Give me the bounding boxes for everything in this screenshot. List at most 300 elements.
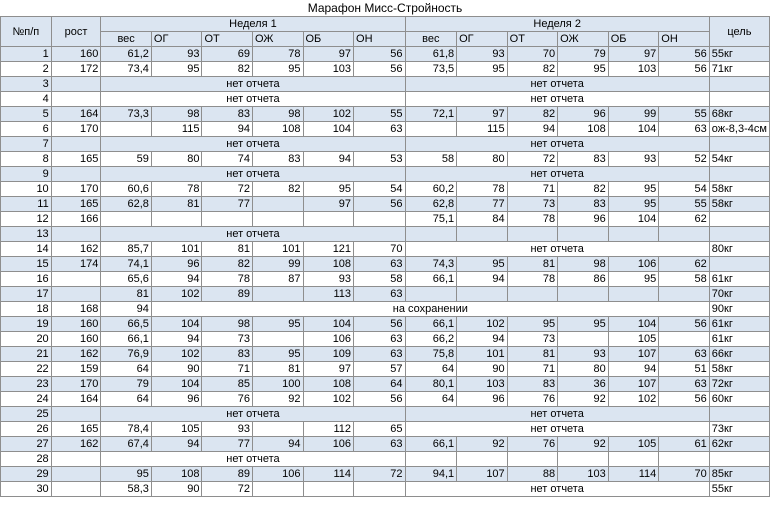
measure-cell[interactable]: 82 <box>202 257 253 272</box>
measure-cell[interactable]: 74,3 <box>405 257 457 272</box>
measure-cell[interactable]: 61 <box>659 437 710 452</box>
row-number-cell[interactable]: 9 <box>1 167 52 182</box>
goal-cell[interactable]: ож-8,3-4см <box>709 122 769 137</box>
measure-cell[interactable]: 95 <box>252 62 303 77</box>
measure-cell[interactable]: 108 <box>303 377 354 392</box>
measure-cell[interactable]: 103 <box>303 62 354 77</box>
measure-cell[interactable]: 76 <box>507 437 558 452</box>
measure-cell[interactable]: 95 <box>558 317 609 332</box>
measure-cell[interactable]: 83 <box>252 152 303 167</box>
measure-cell[interactable]: 58 <box>354 272 406 287</box>
measure-cell[interactable]: 97 <box>303 47 354 62</box>
measure-cell[interactable] <box>405 122 457 137</box>
measure-cell[interactable]: 95 <box>608 272 659 287</box>
measure-cell[interactable]: 62,8 <box>101 197 152 212</box>
measure-cell[interactable] <box>101 122 152 137</box>
height-cell[interactable] <box>51 452 101 467</box>
measure-cell[interactable]: 78 <box>507 212 558 227</box>
row-number-cell[interactable]: 14 <box>1 242 52 257</box>
status-note-cell[interactable]: нет отчета <box>405 422 709 437</box>
measure-cell[interactable]: 56 <box>659 62 710 77</box>
measure-cell[interactable]: 85,7 <box>101 242 152 257</box>
measure-cell[interactable]: 56 <box>354 62 406 77</box>
measure-cell[interactable]: 95 <box>457 62 508 77</box>
measure-cell[interactable]: 96 <box>151 257 202 272</box>
height-cell[interactable]: 162 <box>51 242 101 257</box>
goal-cell[interactable]: 55кг <box>709 47 769 62</box>
measure-cell[interactable]: 81 <box>507 257 558 272</box>
measure-cell[interactable]: 93 <box>457 47 508 62</box>
measure-cell[interactable]: 83 <box>558 197 609 212</box>
goal-cell[interactable] <box>709 77 769 92</box>
measure-cell[interactable]: 70 <box>354 242 406 257</box>
goal-cell[interactable] <box>709 92 769 107</box>
measure-cell[interactable]: 51 <box>659 362 710 377</box>
measure-cell[interactable]: 96 <box>558 212 609 227</box>
measure-cell[interactable]: 74,1 <box>101 257 152 272</box>
measure-cell[interactable]: 102 <box>151 347 202 362</box>
height-cell[interactable] <box>51 287 101 302</box>
measure-cell[interactable] <box>405 287 457 302</box>
measure-cell[interactable]: 79 <box>558 47 609 62</box>
height-cell[interactable]: 166 <box>51 212 101 227</box>
measure-cell[interactable]: 90 <box>151 362 202 377</box>
measure-cell[interactable]: 102 <box>303 107 354 122</box>
goal-cell[interactable]: 90кг <box>709 302 769 317</box>
status-note-cell[interactable]: нет отчета <box>101 167 405 182</box>
measure-cell[interactable]: 98 <box>252 107 303 122</box>
measure-cell[interactable]: 95 <box>252 317 303 332</box>
measure-cell[interactable]: 94 <box>507 122 558 137</box>
height-cell[interactable]: 160 <box>51 47 101 62</box>
height-cell[interactable]: 162 <box>51 347 101 362</box>
measure-cell[interactable]: 93 <box>202 422 253 437</box>
measure-cell[interactable] <box>252 197 303 212</box>
measure-cell[interactable]: 83 <box>558 152 609 167</box>
measure-cell[interactable]: 77 <box>202 197 253 212</box>
measure-cell[interactable]: 86 <box>558 272 609 287</box>
measure-cell[interactable]: 66,5 <box>101 317 152 332</box>
measure-cell[interactable]: 63 <box>659 122 710 137</box>
measure-cell[interactable]: 112 <box>303 422 354 437</box>
measure-cell[interactable]: 67,4 <box>101 437 152 452</box>
height-cell[interactable] <box>51 467 101 482</box>
row-number-cell[interactable]: 27 <box>1 437 52 452</box>
measure-cell[interactable]: 56 <box>354 392 406 407</box>
measure-cell[interactable]: 104 <box>608 317 659 332</box>
measure-cell[interactable]: 94 <box>252 437 303 452</box>
measure-cell[interactable]: 103 <box>457 377 508 392</box>
measure-cell[interactable]: 93 <box>151 47 202 62</box>
measure-cell[interactable]: 96 <box>151 392 202 407</box>
measure-cell[interactable] <box>457 452 508 467</box>
status-note-cell[interactable]: нет отчета <box>101 137 405 152</box>
measure-cell[interactable]: 64 <box>405 362 457 377</box>
measure-cell[interactable]: 71 <box>202 362 253 377</box>
measure-cell[interactable]: 98 <box>558 257 609 272</box>
measure-cell[interactable]: 89 <box>202 467 253 482</box>
row-number-cell[interactable]: 7 <box>1 137 52 152</box>
goal-cell[interactable]: 85кг <box>709 467 769 482</box>
measure-cell[interactable]: 80 <box>558 362 609 377</box>
measure-cell[interactable]: 88 <box>507 467 558 482</box>
measure-cell[interactable]: 107 <box>457 467 508 482</box>
measure-cell[interactable]: 61,8 <box>405 47 457 62</box>
measure-cell[interactable]: 115 <box>151 122 202 137</box>
row-number-cell[interactable]: 13 <box>1 227 52 242</box>
row-number-cell[interactable]: 15 <box>1 257 52 272</box>
status-note-cell[interactable]: нет отчета <box>101 92 405 107</box>
measure-cell[interactable] <box>558 452 609 467</box>
measure-cell[interactable]: 54 <box>354 182 406 197</box>
height-cell[interactable] <box>51 227 101 242</box>
height-cell[interactable]: 170 <box>51 377 101 392</box>
measure-cell[interactable]: 78 <box>151 182 202 197</box>
measure-cell[interactable]: 121 <box>303 242 354 257</box>
measure-cell[interactable]: 92 <box>457 437 508 452</box>
measure-cell[interactable]: 73 <box>507 332 558 347</box>
measure-cell[interactable]: 72 <box>354 467 406 482</box>
measure-cell[interactable]: 94 <box>608 362 659 377</box>
measure-cell[interactable]: 56 <box>354 47 406 62</box>
measure-cell[interactable] <box>101 212 152 227</box>
measure-cell[interactable]: 79 <box>101 377 152 392</box>
measure-cell[interactable] <box>457 227 508 242</box>
measure-cell[interactable] <box>354 212 406 227</box>
row-number-cell[interactable]: 29 <box>1 467 52 482</box>
measure-cell[interactable]: 106 <box>303 437 354 452</box>
measure-cell[interactable]: 71 <box>507 182 558 197</box>
measure-cell[interactable]: 102 <box>608 392 659 407</box>
measure-cell[interactable]: 109 <box>303 347 354 362</box>
measure-cell[interactable] <box>659 452 710 467</box>
measure-cell[interactable]: 66,1 <box>101 332 152 347</box>
goal-cell[interactable] <box>709 167 769 182</box>
measure-cell[interactable]: 63 <box>354 287 406 302</box>
measure-cell[interactable]: 82 <box>202 62 253 77</box>
height-cell[interactable]: 174 <box>51 257 101 272</box>
status-note-cell[interactable]: на сохранении <box>151 302 709 317</box>
height-cell[interactable] <box>51 77 101 92</box>
goal-cell[interactable]: 61кг <box>709 332 769 347</box>
measure-cell[interactable]: 108 <box>151 467 202 482</box>
goal-cell[interactable] <box>709 137 769 152</box>
row-number-cell[interactable]: 23 <box>1 377 52 392</box>
measure-cell[interactable]: 64 <box>354 377 406 392</box>
status-note-cell[interactable]: нет отчета <box>405 482 709 497</box>
row-number-cell[interactable]: 30 <box>1 482 52 497</box>
measure-cell[interactable]: 95 <box>608 182 659 197</box>
measure-cell[interactable]: 94 <box>457 272 508 287</box>
measure-cell[interactable]: 56 <box>659 317 710 332</box>
status-note-cell[interactable]: нет отчета <box>101 452 405 467</box>
measure-cell[interactable]: 94 <box>457 332 508 347</box>
measure-cell[interactable]: 94,1 <box>405 467 457 482</box>
measure-cell[interactable]: 69 <box>202 47 253 62</box>
status-note-cell[interactable]: нет отчета <box>101 407 405 422</box>
measure-cell[interactable]: 74 <box>202 152 253 167</box>
row-number-cell[interactable]: 10 <box>1 182 52 197</box>
measure-cell[interactable]: 108 <box>303 257 354 272</box>
measure-cell[interactable] <box>303 212 354 227</box>
row-number-cell[interactable]: 19 <box>1 317 52 332</box>
measure-cell[interactable]: 95 <box>608 197 659 212</box>
measure-cell[interactable]: 115 <box>457 122 508 137</box>
measure-cell[interactable]: 57 <box>354 362 406 377</box>
measure-cell[interactable] <box>202 212 253 227</box>
measure-cell[interactable]: 70 <box>507 47 558 62</box>
measure-cell[interactable]: 95 <box>151 62 202 77</box>
measure-cell[interactable]: 58,3 <box>101 482 152 497</box>
row-number-cell[interactable]: 4 <box>1 92 52 107</box>
row-number-cell[interactable]: 24 <box>1 392 52 407</box>
goal-cell[interactable]: 71кг <box>709 62 769 77</box>
measure-cell[interactable]: 78 <box>507 272 558 287</box>
measure-cell[interactable]: 78 <box>202 272 253 287</box>
measure-cell[interactable]: 76,9 <box>101 347 152 362</box>
measure-cell[interactable]: 72 <box>202 182 253 197</box>
measure-cell[interactable]: 62 <box>659 257 710 272</box>
measure-cell[interactable] <box>252 287 303 302</box>
row-number-cell[interactable]: 11 <box>1 197 52 212</box>
measure-cell[interactable]: 90 <box>457 362 508 377</box>
measure-cell[interactable]: 97 <box>608 47 659 62</box>
goal-cell[interactable] <box>709 407 769 422</box>
height-cell[interactable]: 170 <box>51 122 101 137</box>
measure-cell[interactable]: 106 <box>252 467 303 482</box>
goal-cell[interactable]: 70кг <box>709 287 769 302</box>
measure-cell[interactable] <box>507 452 558 467</box>
measure-cell[interactable] <box>659 287 710 302</box>
goal-cell[interactable]: 55кг <box>709 482 769 497</box>
measure-cell[interactable]: 36 <box>558 377 609 392</box>
measure-cell[interactable]: 102 <box>151 287 202 302</box>
row-number-cell[interactable]: 25 <box>1 407 52 422</box>
measure-cell[interactable]: 78 <box>457 182 508 197</box>
measure-cell[interactable]: 84 <box>457 212 508 227</box>
measure-cell[interactable]: 60,2 <box>405 182 457 197</box>
status-note-cell[interactable]: нет отчета <box>405 92 709 107</box>
measure-cell[interactable]: 78,4 <box>101 422 152 437</box>
height-cell[interactable] <box>51 482 101 497</box>
measure-cell[interactable]: 105 <box>608 437 659 452</box>
height-cell[interactable]: 159 <box>51 362 101 377</box>
measure-cell[interactable]: 80 <box>457 152 508 167</box>
measure-cell[interactable]: 56 <box>659 392 710 407</box>
measure-cell[interactable]: 56 <box>659 47 710 62</box>
measure-cell[interactable] <box>252 212 303 227</box>
goal-cell[interactable]: 58кг <box>709 182 769 197</box>
measure-cell[interactable]: 105 <box>151 422 202 437</box>
goal-cell[interactable]: 72кг <box>709 377 769 392</box>
goal-cell[interactable] <box>709 227 769 242</box>
row-number-cell[interactable]: 28 <box>1 452 52 467</box>
height-cell[interactable]: 170 <box>51 182 101 197</box>
measure-cell[interactable]: 95 <box>303 182 354 197</box>
measure-cell[interactable]: 72 <box>202 482 253 497</box>
measure-cell[interactable]: 54 <box>659 182 710 197</box>
measure-cell[interactable]: 82 <box>252 182 303 197</box>
measure-cell[interactable] <box>252 332 303 347</box>
height-cell[interactable]: 160 <box>51 332 101 347</box>
measure-cell[interactable]: 106 <box>608 257 659 272</box>
goal-cell[interactable]: 60кг <box>709 392 769 407</box>
goal-cell[interactable]: 61кг <box>709 272 769 287</box>
measure-cell[interactable]: 64 <box>101 362 152 377</box>
measure-cell[interactable] <box>608 287 659 302</box>
row-number-cell[interactable]: 22 <box>1 362 52 377</box>
measure-cell[interactable]: 93 <box>608 152 659 167</box>
goal-cell[interactable]: 62кг <box>709 437 769 452</box>
measure-cell[interactable] <box>558 227 609 242</box>
measure-cell[interactable]: 83 <box>202 347 253 362</box>
measure-cell[interactable]: 96 <box>558 107 609 122</box>
measure-cell[interactable]: 55 <box>659 197 710 212</box>
measure-cell[interactable]: 106 <box>303 332 354 347</box>
row-number-cell[interactable]: 5 <box>1 107 52 122</box>
measure-cell[interactable]: 95 <box>507 317 558 332</box>
measure-cell[interactable]: 53 <box>354 152 406 167</box>
measure-cell[interactable] <box>354 482 406 497</box>
measure-cell[interactable]: 63 <box>354 122 406 137</box>
measure-cell[interactable]: 92 <box>558 437 609 452</box>
measure-cell[interactable]: 62 <box>659 212 710 227</box>
measure-cell[interactable]: 90 <box>151 482 202 497</box>
measure-cell[interactable]: 97 <box>303 362 354 377</box>
height-cell[interactable]: 164 <box>51 107 101 122</box>
measure-cell[interactable]: 94 <box>151 437 202 452</box>
goal-cell[interactable]: 66кг <box>709 347 769 362</box>
measure-cell[interactable]: 95 <box>457 257 508 272</box>
measure-cell[interactable]: 73,3 <box>101 107 152 122</box>
row-number-cell[interactable]: 2 <box>1 62 52 77</box>
measure-cell[interactable]: 62,8 <box>405 197 457 212</box>
measure-cell[interactable]: 81 <box>202 242 253 257</box>
row-number-cell[interactable]: 6 <box>1 122 52 137</box>
measure-cell[interactable]: 75,8 <box>405 347 457 362</box>
measure-cell[interactable]: 66,1 <box>405 437 457 452</box>
row-number-cell[interactable]: 18 <box>1 302 52 317</box>
measure-cell[interactable]: 104 <box>608 212 659 227</box>
measure-cell[interactable]: 104 <box>608 122 659 137</box>
measure-cell[interactable]: 104 <box>151 377 202 392</box>
measure-cell[interactable]: 80 <box>151 152 202 167</box>
row-number-cell[interactable]: 21 <box>1 347 52 362</box>
measure-cell[interactable] <box>558 287 609 302</box>
measure-cell[interactable]: 52 <box>659 152 710 167</box>
measure-cell[interactable]: 103 <box>558 467 609 482</box>
status-note-cell[interactable]: нет отчета <box>405 242 709 257</box>
goal-cell[interactable] <box>709 452 769 467</box>
measure-cell[interactable]: 83 <box>507 377 558 392</box>
measure-cell[interactable]: 94 <box>151 272 202 287</box>
measure-cell[interactable]: 73,4 <box>101 62 152 77</box>
measure-cell[interactable]: 81 <box>507 347 558 362</box>
measure-cell[interactable]: 77 <box>457 197 508 212</box>
row-number-cell[interactable]: 12 <box>1 212 52 227</box>
measure-cell[interactable]: 55 <box>659 107 710 122</box>
measure-cell[interactable]: 94 <box>151 332 202 347</box>
measure-cell[interactable]: 108 <box>558 122 609 137</box>
measure-cell[interactable]: 56 <box>354 317 406 332</box>
measure-cell[interactable]: 78 <box>252 47 303 62</box>
height-cell[interactable]: 165 <box>51 152 101 167</box>
goal-cell[interactable] <box>709 257 769 272</box>
measure-cell[interactable]: 100 <box>252 377 303 392</box>
measure-cell[interactable]: 107 <box>608 347 659 362</box>
measure-cell[interactable]: 94 <box>202 122 253 137</box>
measure-cell[interactable]: 104 <box>303 317 354 332</box>
measure-cell[interactable]: 63 <box>354 332 406 347</box>
measure-cell[interactable]: 95 <box>252 347 303 362</box>
measure-cell[interactable]: 95 <box>558 62 609 77</box>
measure-cell[interactable]: 73,5 <box>405 62 457 77</box>
measure-cell[interactable]: 63 <box>354 437 406 452</box>
measure-cell[interactable] <box>608 227 659 242</box>
measure-cell[interactable]: 114 <box>303 467 354 482</box>
measure-cell[interactable]: 94 <box>303 152 354 167</box>
measure-cell[interactable]: 56 <box>354 197 406 212</box>
height-cell[interactable]: 172 <box>51 62 101 77</box>
measure-cell[interactable]: 58 <box>659 272 710 287</box>
height-cell[interactable]: 165 <box>51 422 101 437</box>
measure-cell[interactable] <box>405 452 457 467</box>
measure-cell[interactable]: 82 <box>507 62 558 77</box>
measure-cell[interactable]: 66,1 <box>405 272 457 287</box>
measure-cell[interactable] <box>151 212 202 227</box>
measure-cell[interactable]: 77 <box>202 437 253 452</box>
goal-cell[interactable]: 58кг <box>709 197 769 212</box>
measure-cell[interactable]: 101 <box>252 242 303 257</box>
row-number-cell[interactable]: 3 <box>1 77 52 92</box>
goal-cell[interactable]: 68кг <box>709 107 769 122</box>
goal-cell[interactable]: 61кг <box>709 317 769 332</box>
measure-cell[interactable] <box>558 332 609 347</box>
measure-cell[interactable]: 55 <box>354 107 406 122</box>
measure-cell[interactable]: 99 <box>252 257 303 272</box>
height-cell[interactable]: 168 <box>51 302 101 317</box>
status-note-cell[interactable]: нет отчета <box>405 407 709 422</box>
measure-cell[interactable]: 92 <box>558 392 609 407</box>
measure-cell[interactable]: 104 <box>303 122 354 137</box>
measure-cell[interactable]: 65,6 <box>101 272 152 287</box>
height-cell[interactable]: 160 <box>51 317 101 332</box>
measure-cell[interactable] <box>303 482 354 497</box>
height-cell[interactable] <box>51 92 101 107</box>
measure-cell[interactable]: 107 <box>608 377 659 392</box>
measure-cell[interactable]: 80,1 <box>405 377 457 392</box>
row-number-cell[interactable]: 1 <box>1 47 52 62</box>
measure-cell[interactable]: 81 <box>101 287 152 302</box>
measure-cell[interactable]: 97 <box>303 197 354 212</box>
measure-cell[interactable]: 102 <box>303 392 354 407</box>
weight-cell[interactable]: 94 <box>101 302 152 317</box>
measure-cell[interactable]: 72,1 <box>405 107 457 122</box>
measure-cell[interactable]: 85 <box>202 377 253 392</box>
measure-cell[interactable]: 108 <box>252 122 303 137</box>
measure-cell[interactable]: 73 <box>202 332 253 347</box>
measure-cell[interactable]: 104 <box>151 317 202 332</box>
measure-cell[interactable]: 113 <box>303 287 354 302</box>
measure-cell[interactable]: 64 <box>405 392 457 407</box>
measure-cell[interactable]: 76 <box>202 392 253 407</box>
measure-cell[interactable] <box>252 482 303 497</box>
measure-cell[interactable]: 101 <box>457 347 508 362</box>
goal-cell[interactable]: 54кг <box>709 152 769 167</box>
measure-cell[interactable]: 72 <box>507 152 558 167</box>
measure-cell[interactable]: 63 <box>354 347 406 362</box>
status-note-cell[interactable]: нет отчета <box>101 227 405 242</box>
